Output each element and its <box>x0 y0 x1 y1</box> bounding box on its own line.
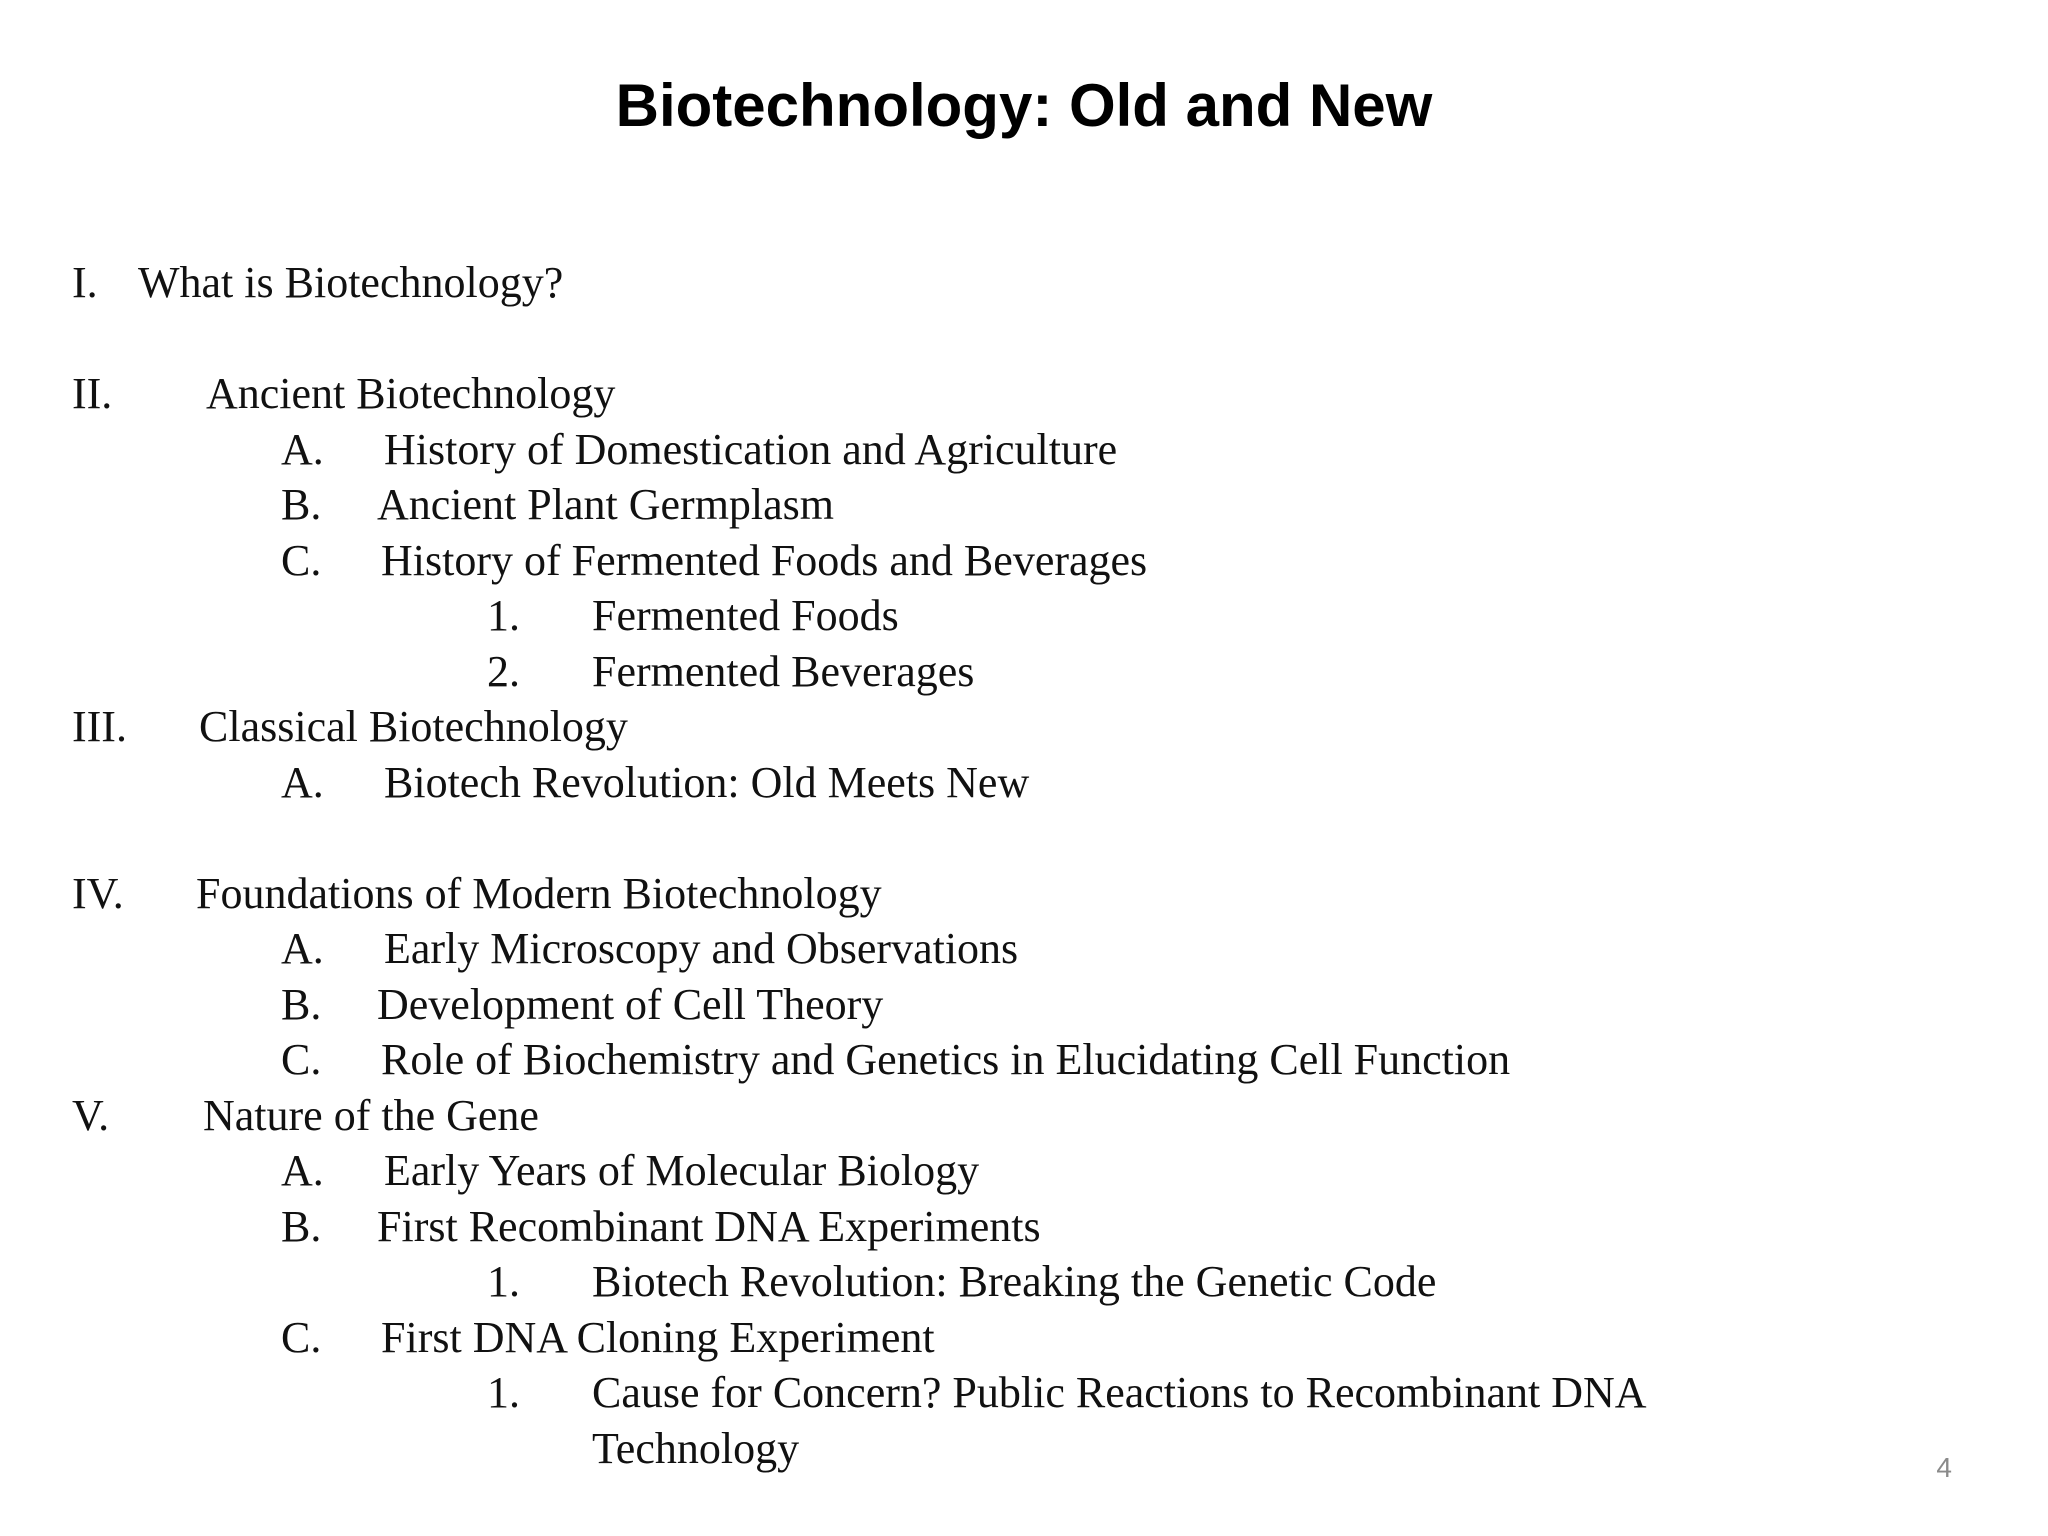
outline-item-level2 <box>0 921 2048 977</box>
outline-item-level3 <box>0 644 2048 700</box>
outline-text: Development of Cell Theory <box>377 979 884 1029</box>
outline-spacer <box>0 311 2048 367</box>
outline-text: Biotech Revolution: Breaking the Genetic Code <box>592 1257 1437 1306</box>
outline-item-level1 <box>0 255 2048 311</box>
outline-marker: B. <box>281 480 322 529</box>
outline-item-level2 <box>0 533 2048 589</box>
outline-text: First Recombinant DNA Experiments <box>377 1201 1041 1251</box>
outline-marker: II. <box>72 369 113 418</box>
outline-text: Early Years of Molecular Biology <box>384 1146 980 1195</box>
outline-item-level2 <box>0 477 2048 533</box>
outline-text: First DNA Cloning Experiment <box>381 1312 935 1362</box>
outline-text: Foundations of Modern Biotechnology <box>196 868 882 918</box>
outline-marker: V. <box>72 1090 110 1140</box>
outline-marker: C. <box>281 1035 322 1084</box>
outline-item-level3 <box>0 1254 2048 1310</box>
outline-item-level3 <box>0 1365 2048 1421</box>
outline-item-level2 <box>0 755 2048 811</box>
outline-item-level1 <box>0 366 2048 422</box>
outline-spacer <box>0 810 2048 866</box>
outline-marker: 1. <box>487 1368 520 1417</box>
outline-text: Technology <box>592 1423 800 1473</box>
outline-text: Fermented Beverages <box>592 646 975 696</box>
outline-item-level1 <box>0 1088 2048 1144</box>
outline-text: Ancient Plant Germplasm <box>377 480 835 529</box>
outline-item-level1 <box>0 699 2048 755</box>
outline-marker: III. <box>72 702 127 751</box>
outline-text: Nature of the Gene <box>203 1090 539 1140</box>
outline-item-continuation <box>0 1421 2048 1477</box>
outline-marker: 2. <box>487 646 520 696</box>
outline-marker: 1. <box>487 1257 520 1306</box>
outline-marker: B. <box>281 1201 322 1251</box>
outline-text: History of Fermented Foods and Beverages <box>381 535 1148 585</box>
outline-marker: I. <box>72 258 98 307</box>
outline-marker: A. <box>281 757 324 807</box>
outline-list <box>0 255 2048 1476</box>
outline-text: History of Domestication and Agriculture <box>384 424 1118 474</box>
outline-text: Biotech Revolution: Old Meets New <box>384 757 1030 807</box>
outline-item-level2 <box>0 1310 2048 1366</box>
slide-title: Biotechnology: Old and New <box>615 72 1433 139</box>
outline-marker: B. <box>281 979 322 1029</box>
outline-marker: IV. <box>72 868 124 918</box>
outline-marker: C. <box>281 535 322 585</box>
outline-item-level3 <box>0 588 2048 644</box>
outline-text: Cause for Concern? Public Reactions to Recombinant DNA <box>592 1368 1647 1417</box>
outline-item-level2 <box>0 1199 2048 1255</box>
outline-text: Ancient Biotechnology <box>206 369 616 418</box>
page-number: 4 <box>1936 1452 1952 1483</box>
outline-item-level2 <box>0 422 2048 478</box>
outline-item-level2 <box>0 977 2048 1033</box>
outline-item-level2 <box>0 1032 2048 1088</box>
outline-marker: A. <box>281 924 324 973</box>
outline-text: Early Microscopy and Observations <box>384 924 1019 973</box>
outline-marker: A. <box>281 1146 324 1195</box>
outline-item-level2 <box>0 1143 2048 1199</box>
outline-marker: C. <box>281 1312 322 1362</box>
outline-text: Fermented Foods <box>592 591 899 640</box>
outline-marker: A. <box>281 424 324 474</box>
outline-text: Classical Biotechnology <box>199 702 628 751</box>
outline-marker: 1. <box>487 591 520 640</box>
outline-text: Role of Biochemistry and Genetics in Elucidating Cell Function <box>381 1035 1511 1084</box>
outline-text: What is Biotechnology? <box>138 258 564 307</box>
outline-item-level1 <box>0 866 2048 922</box>
